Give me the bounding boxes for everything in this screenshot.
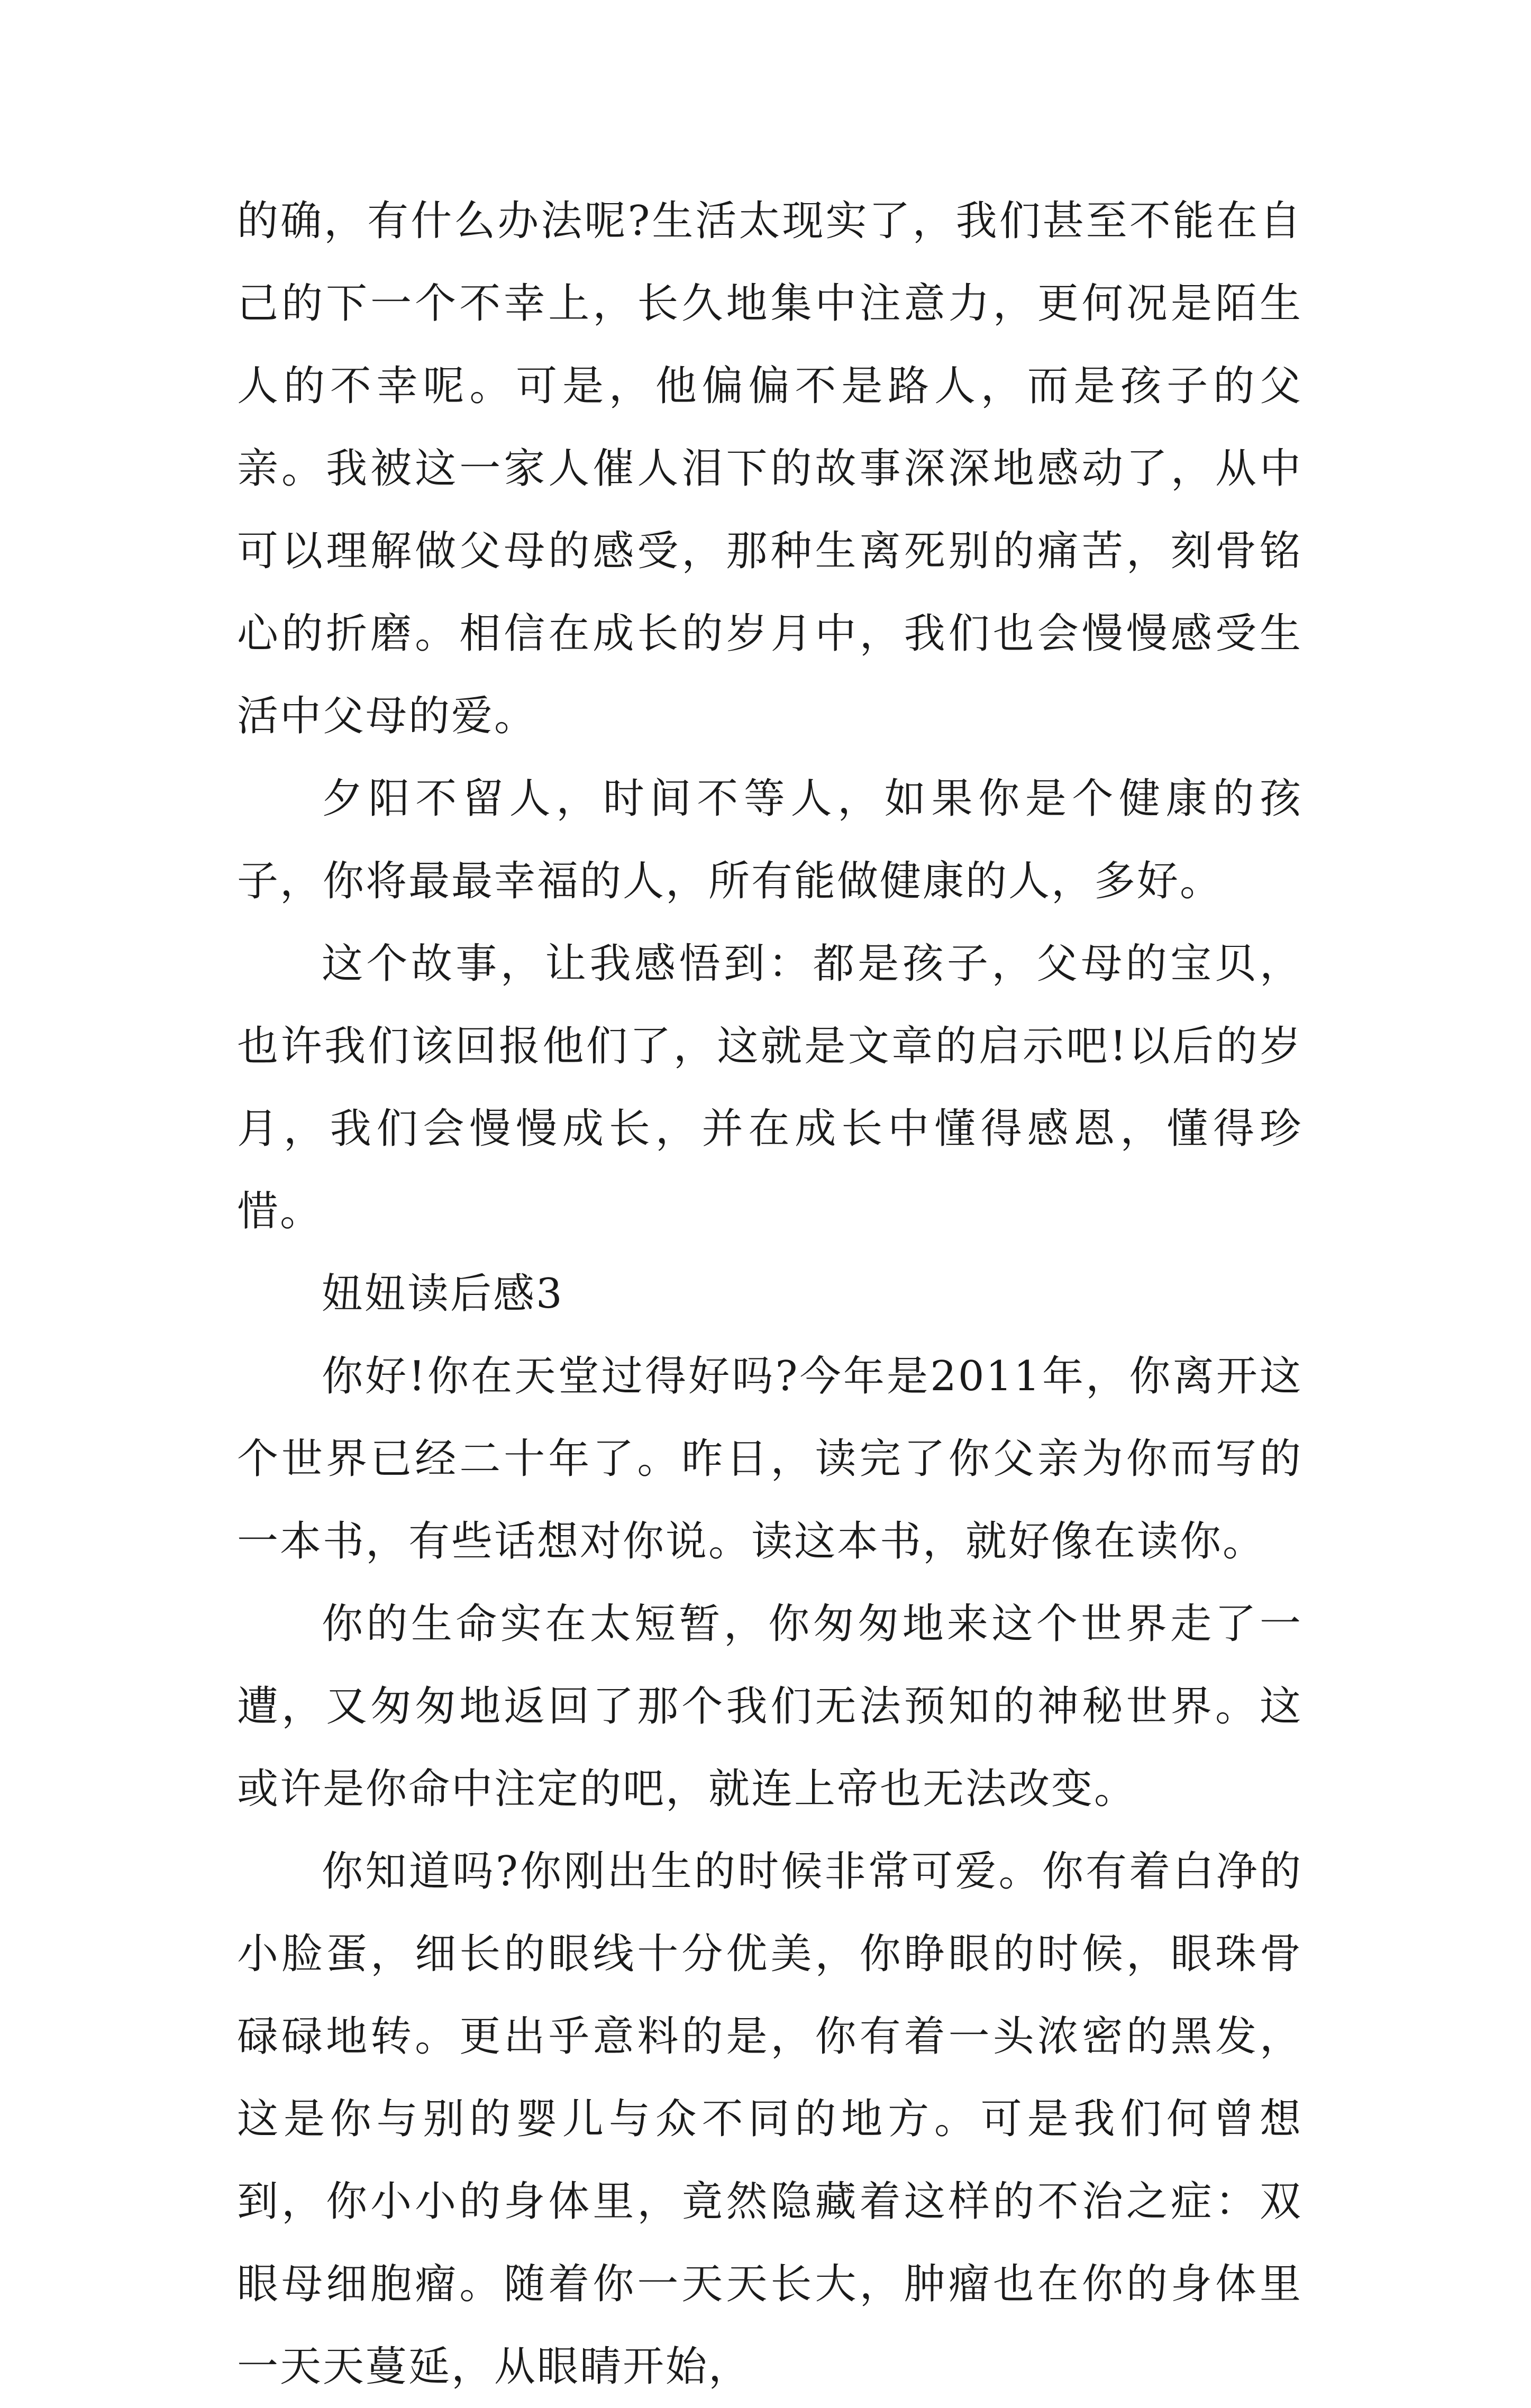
- paragraph: 你好!你在天堂过得好吗?今年是2011年，你离开这个世界已经二十年了。昨日，读完了你父亲为你而写的一本书，有些话想对你说。读这本书，就好像在读你。: [237, 1353, 1302, 1565]
- paragraph: 你的生命实在太短暂，你匆匆地来这个世界走了一遭，又匆匆地返回了那个我们无法预知的神秘世界。这或许是你命中注定的吧，就连上帝也无法改变。: [237, 1600, 1302, 1813]
- document-body: [237, 180, 1302, 2408]
- paragraph: 你知道吗?你刚出生的时候非常可爱。你有着白净的小脸蛋，细长的眼线十分优美，你睁眼的时候，眼珠骨碌碌地转。更出乎意料的是，你有着一头浓密的黑发，这是你与别的婴儿与众不同的地方。可是我们何曾想到，你小小的身体里，竟然隐藏着这样的不治之症：双眼母细胞瘤。随着你一天天长大，肿瘤也在你的身体里一天天蔓延，从眼睛开始，: [237, 1848, 1302, 2391]
- paragraph-continued: 的确，有什么办法呢?生活太现实了，我们甚至不能在自己的下一个不幸上，长久地集中注意力，更何况是陌生人的不幸呢。可是，他偏偏不是路人，而是孩子的父亲。我被这一家人催人泪下的故事深深地感动了，从中可以理解做父母的感受，那种生离死别的痛苦，刻骨铭心的折磨。相信在成长的岁月中，我们也会慢慢感受生活中父母的爱。: [237, 197, 1302, 740]
- paragraph: 夕阳不留人，时间不等人，如果你是个健康的孩子，你将最最幸福的人，所有能做健康的人，多好。: [237, 775, 1302, 905]
- paragraph: 这个故事，让我感悟到：都是孩子，父母的宝贝，也许我们该回报他们了，这就是文章的启示吧!以后的岁月，我们会慢慢成长，并在成长中懂得感恩，懂得珍惜。: [237, 940, 1302, 1235]
- section-heading: 妞妞读后感3: [322, 1270, 564, 1318]
